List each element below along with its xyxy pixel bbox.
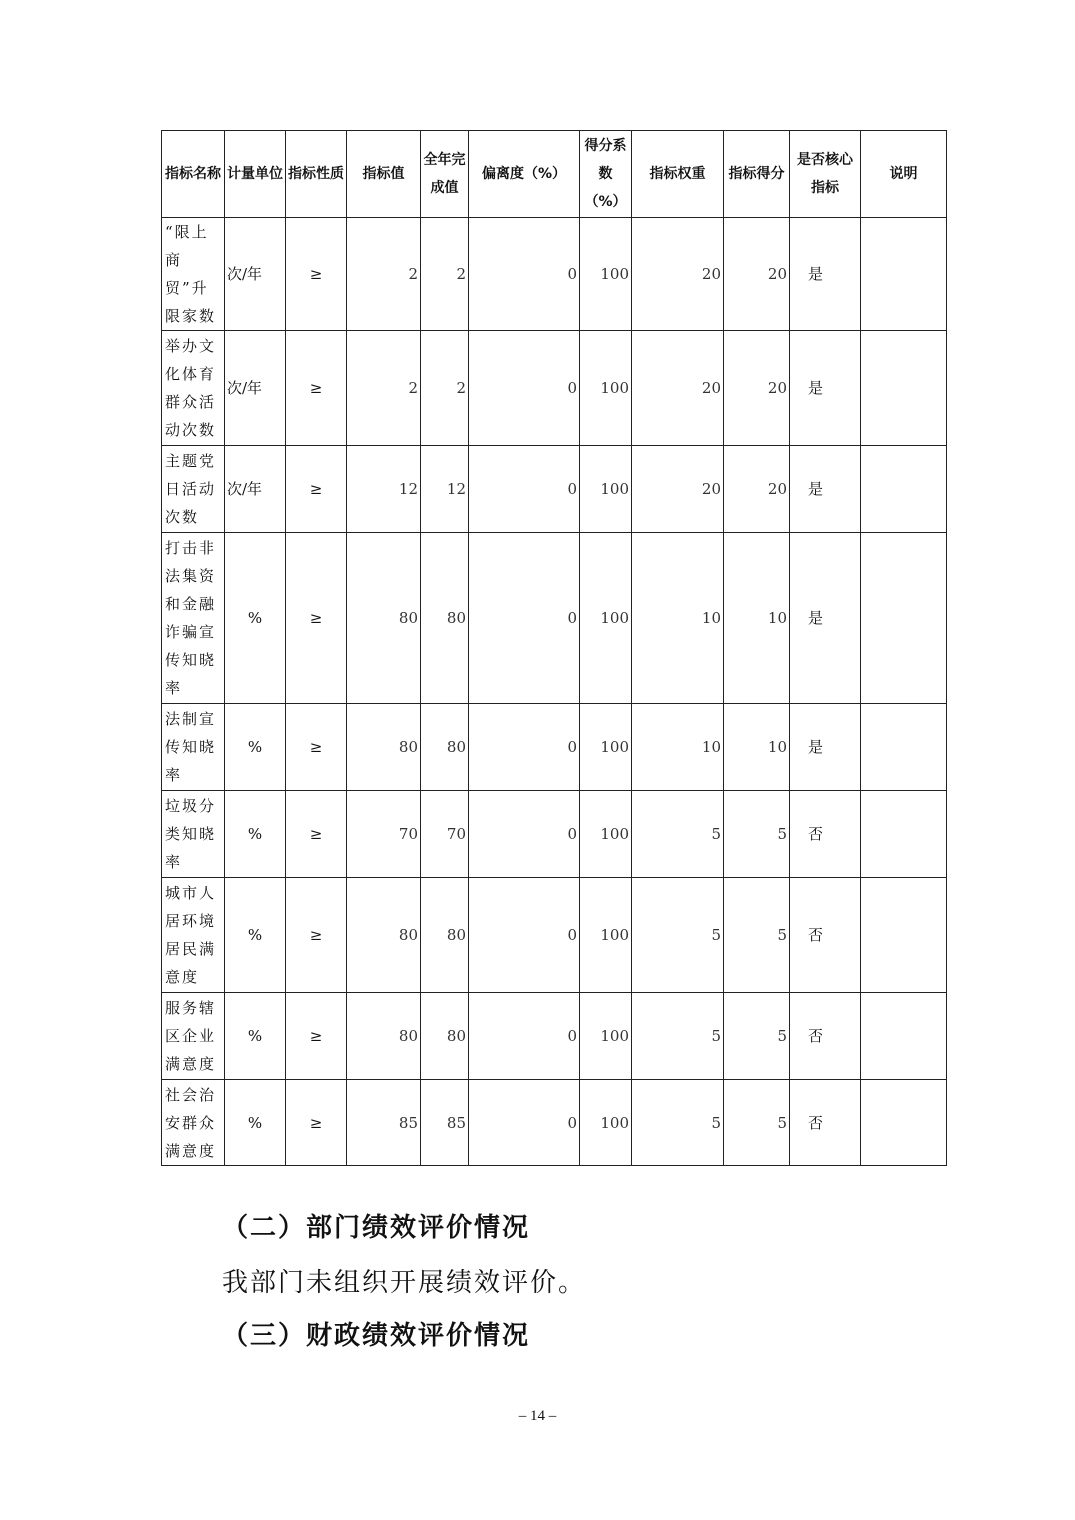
- note-cell: [861, 704, 947, 791]
- target-cell: 85: [347, 1080, 421, 1166]
- target-cell: 80: [347, 878, 421, 993]
- target-cell: 12: [347, 446, 421, 533]
- core-cell: 是: [790, 704, 861, 791]
- actual-cell: 70: [421, 791, 469, 878]
- weight-cell: 5: [632, 993, 724, 1080]
- indicator-name: 法制宣传知晓率: [162, 704, 225, 791]
- note-cell: [861, 446, 947, 533]
- nature-cell: ≥: [286, 878, 347, 993]
- header-unit: 计量单位: [225, 131, 286, 218]
- coefficient-cell: 100: [580, 533, 632, 704]
- deviation-cell: 0: [469, 331, 580, 446]
- nature-cell: ≥: [286, 791, 347, 878]
- weight-cell: 20: [632, 331, 724, 446]
- deviation-cell: 0: [469, 704, 580, 791]
- table-row: [162, 1080, 947, 1166]
- actual-cell: 2: [421, 218, 469, 331]
- core-cell: 否: [790, 993, 861, 1080]
- actual-cell: 80: [421, 993, 469, 1080]
- indicator-name: 打击非法集资和金融诈骗宣传知晓率: [162, 533, 225, 704]
- table-row: [162, 878, 947, 993]
- performance-indicator-table: [161, 130, 947, 1166]
- core-cell: 是: [790, 331, 861, 446]
- actual-cell: 80: [421, 704, 469, 791]
- section-2-text: 我部门未组织开展绩效评价。: [222, 1268, 587, 1298]
- core-cell: 否: [790, 1080, 861, 1166]
- core-cell: 是: [790, 218, 861, 331]
- indicator-name: 垃圾分类知晓率: [162, 791, 225, 878]
- weight-cell: 5: [632, 1080, 724, 1166]
- coefficient-cell: 100: [580, 878, 632, 993]
- coefficient-cell: 100: [580, 791, 632, 878]
- coefficient-cell: 100: [580, 993, 632, 1080]
- core-cell: 是: [790, 446, 861, 533]
- weight-cell: 5: [632, 791, 724, 878]
- target-cell: 80: [347, 704, 421, 791]
- core-cell: 否: [790, 878, 861, 993]
- header-actual-value: 全年完成值: [421, 131, 469, 218]
- weight-cell: 5: [632, 878, 724, 993]
- table-row: [162, 791, 947, 878]
- header-indicator-name: 指标名称: [162, 131, 225, 218]
- weight-cell: 20: [632, 218, 724, 331]
- deviation-cell: 0: [469, 218, 580, 331]
- core-cell: 否: [790, 791, 861, 878]
- unit-cell: %: [225, 704, 286, 791]
- deviation-cell: 0: [469, 878, 580, 993]
- header-target-value: 指标值: [347, 131, 421, 218]
- deviation-cell: 0: [469, 1080, 580, 1166]
- indicator-name: 服务辖区企业满意度: [162, 993, 225, 1080]
- score-cell: 20: [724, 218, 790, 331]
- indicator-name: 社会治安群众满意度: [162, 1080, 225, 1166]
- actual-cell: 80: [421, 878, 469, 993]
- score-cell: 5: [724, 878, 790, 993]
- table-row: [162, 533, 947, 704]
- target-cell: 70: [347, 791, 421, 878]
- deviation-cell: 0: [469, 791, 580, 878]
- table-row: [162, 704, 947, 791]
- unit-cell: 次/年: [225, 331, 286, 446]
- indicator-name: 城市人居环境居民满意度: [162, 878, 225, 993]
- unit-cell: %: [225, 1080, 286, 1166]
- actual-cell: 2: [421, 331, 469, 446]
- section-2-heading: （二）部门绩效评价情况: [222, 1213, 531, 1243]
- weight-cell: 10: [632, 704, 724, 791]
- unit-cell: %: [225, 993, 286, 1080]
- unit-cell: %: [225, 791, 286, 878]
- nature-cell: ≥: [286, 993, 347, 1080]
- unit-cell: %: [225, 533, 286, 704]
- score-cell: 5: [724, 791, 790, 878]
- header-weight: 指标权重: [632, 131, 724, 218]
- coefficient-cell: 100: [580, 331, 632, 446]
- target-cell: 2: [347, 218, 421, 331]
- unit-cell: %: [225, 878, 286, 993]
- indicator-name: 举办文化体育群众活动次数: [162, 331, 225, 446]
- nature-cell: ≥: [286, 331, 347, 446]
- nature-cell: ≥: [286, 533, 347, 704]
- score-cell: 20: [724, 446, 790, 533]
- nature-cell: ≥: [286, 218, 347, 331]
- nature-cell: ≥: [286, 1080, 347, 1166]
- table-row: [162, 331, 947, 446]
- target-cell: 2: [347, 331, 421, 446]
- core-cell: 是: [790, 533, 861, 704]
- score-cell: 20: [724, 331, 790, 446]
- table-header-row: [162, 131, 947, 218]
- header-note: 说明: [861, 131, 947, 218]
- score-cell: 10: [724, 704, 790, 791]
- actual-cell: 85: [421, 1080, 469, 1166]
- header-score-coefficient: 得分系数（%）: [580, 131, 632, 218]
- note-cell: [861, 218, 947, 331]
- table-row: [162, 446, 947, 533]
- deviation-cell: 0: [469, 446, 580, 533]
- coefficient-cell: 100: [580, 1080, 632, 1166]
- note-cell: [861, 331, 947, 446]
- header-deviation: 偏离度（%）: [469, 131, 580, 218]
- score-cell: 5: [724, 993, 790, 1080]
- header-nature: 指标性质: [286, 131, 347, 218]
- nature-cell: ≥: [286, 446, 347, 533]
- coefficient-cell: 100: [580, 446, 632, 533]
- score-cell: 10: [724, 533, 790, 704]
- header-score: 指标得分: [724, 131, 790, 218]
- note-cell: [861, 533, 947, 704]
- unit-cell: 次/年: [225, 446, 286, 533]
- section-3-heading: （三）财政绩效评价情况: [222, 1321, 531, 1351]
- actual-cell: 12: [421, 446, 469, 533]
- page-number: – 14 –: [518, 1408, 557, 1424]
- nature-cell: ≥: [286, 704, 347, 791]
- actual-cell: 80: [421, 533, 469, 704]
- weight-cell: 20: [632, 446, 724, 533]
- weight-cell: 10: [632, 533, 724, 704]
- table-row: [162, 218, 947, 331]
- table-row: [162, 993, 947, 1080]
- score-cell: 5: [724, 1080, 790, 1166]
- coefficient-cell: 100: [580, 218, 632, 331]
- deviation-cell: 0: [469, 993, 580, 1080]
- deviation-cell: 0: [469, 533, 580, 704]
- note-cell: [861, 993, 947, 1080]
- indicator-name: 主题党日活动次数: [162, 446, 225, 533]
- note-cell: [861, 878, 947, 993]
- coefficient-cell: 100: [580, 704, 632, 791]
- indicator-name: “限上商贸”升限家数: [162, 218, 225, 331]
- header-is-core: 是否核心指标: [790, 131, 861, 218]
- note-cell: [861, 791, 947, 878]
- unit-cell: 次/年: [225, 218, 286, 331]
- target-cell: 80: [347, 533, 421, 704]
- note-cell: [861, 1080, 947, 1166]
- target-cell: 80: [347, 993, 421, 1080]
